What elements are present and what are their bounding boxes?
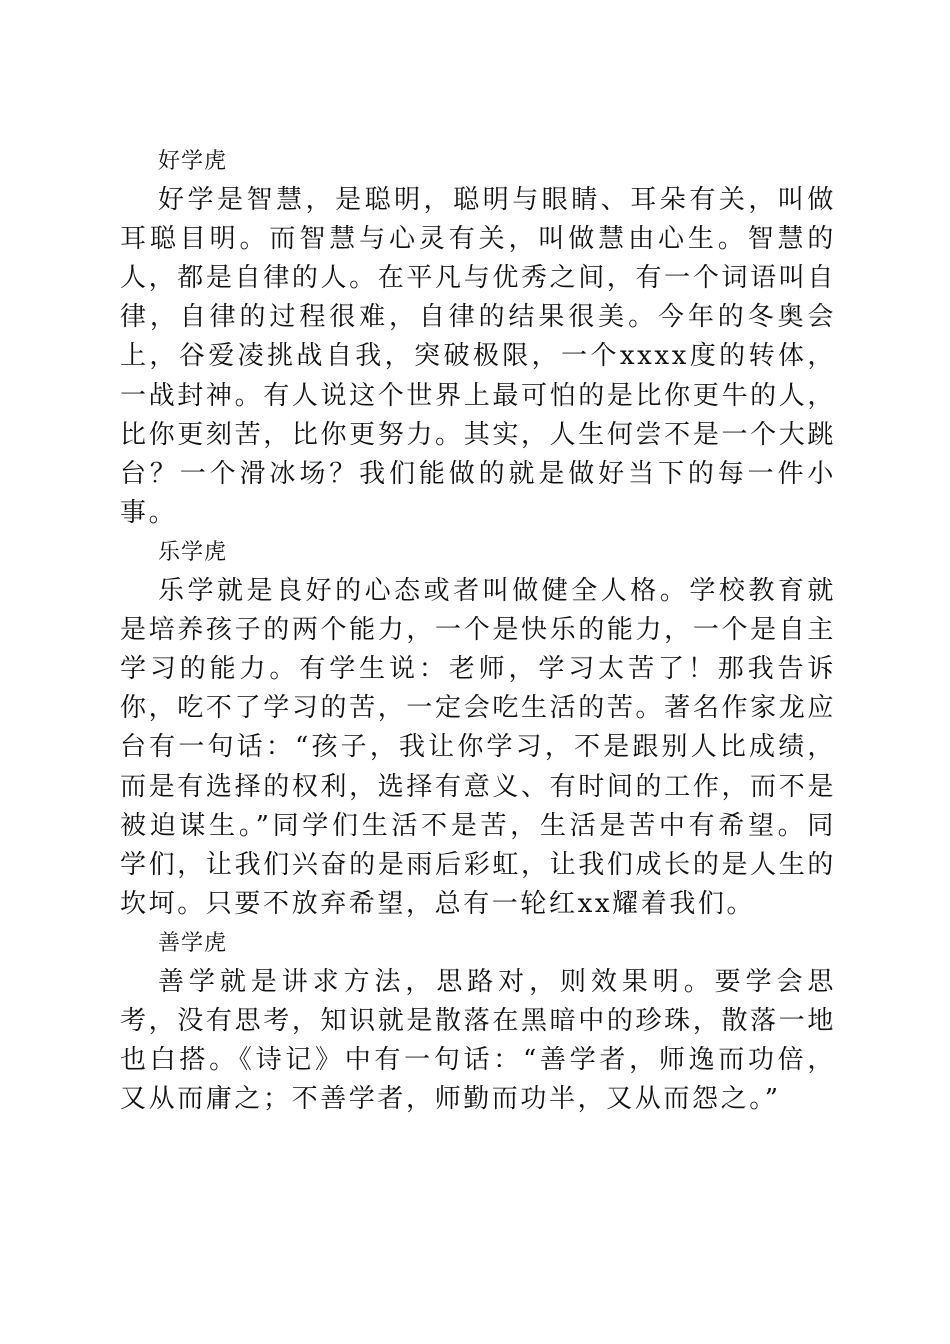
section-heading-lexue: 乐学虎 [158, 539, 228, 565]
document-body [120, 142, 836, 1119]
section-paragraph-shanxue: 善学就是讲求方法，思路对，则效果明。要学会思考，没有思考，知识就是散落在黑暗中的珍珠，散落一地也白搭。《诗记》中有一句话：“善学者，师逸而功倍，又从而庸之；不善学者，师勤而功半，又从而怨之。” [120, 966, 836, 1115]
section-heading-haoxue: 好学虎 [158, 149, 228, 174]
section-paragraph-haoxue: 好学是智慧，是聪明，聪明与眼睛、耳朵有关，叫做耳聪目明。而智慧与心灵有关，叫做慧由心生。智慧的人，都是自律的人。在平凡与优秀之间，有一个词语叫自律，自律的过程很难，自律的结果很美。今年的冬奥会上，谷爱凌挑战自我，突破极限，一个xxxx度的转体，一战封神。有人说这个世界上最可怕的是比你更牛的人，比你更刻苦，比你更努力。其实，人生何尝不是一个大跳台？一个滑冰场？我们能做的就是做好当下的每一件小事。 [120, 185, 836, 528]
section-heading-shanxue: 善学虎 [158, 930, 228, 956]
section-paragraph-lexue: 乐学就是良好的心态或者叫做健全人格。学校教育就是培养孩子的两个能力，一个是快乐的能力，一个是自主学习的能力。有学生说：老师，学习太苦了！那我告诉你，吃不了学习的苦，一定会吃生活的苦。著名作家龙应台有一句话：“孩子，我让你学习，不是跟别人比成绩，而是有选择的权利，选择有意义、有时间的工作，而不是被迫谋生。”同学们生活不是苦，生活是苦中有希望。同学们，让我们兴奋的是雨后彩虹，让我们成长的是人生的坎坷。只要不放弃希望，总有一轮红xx耀着我们。 [120, 576, 836, 919]
